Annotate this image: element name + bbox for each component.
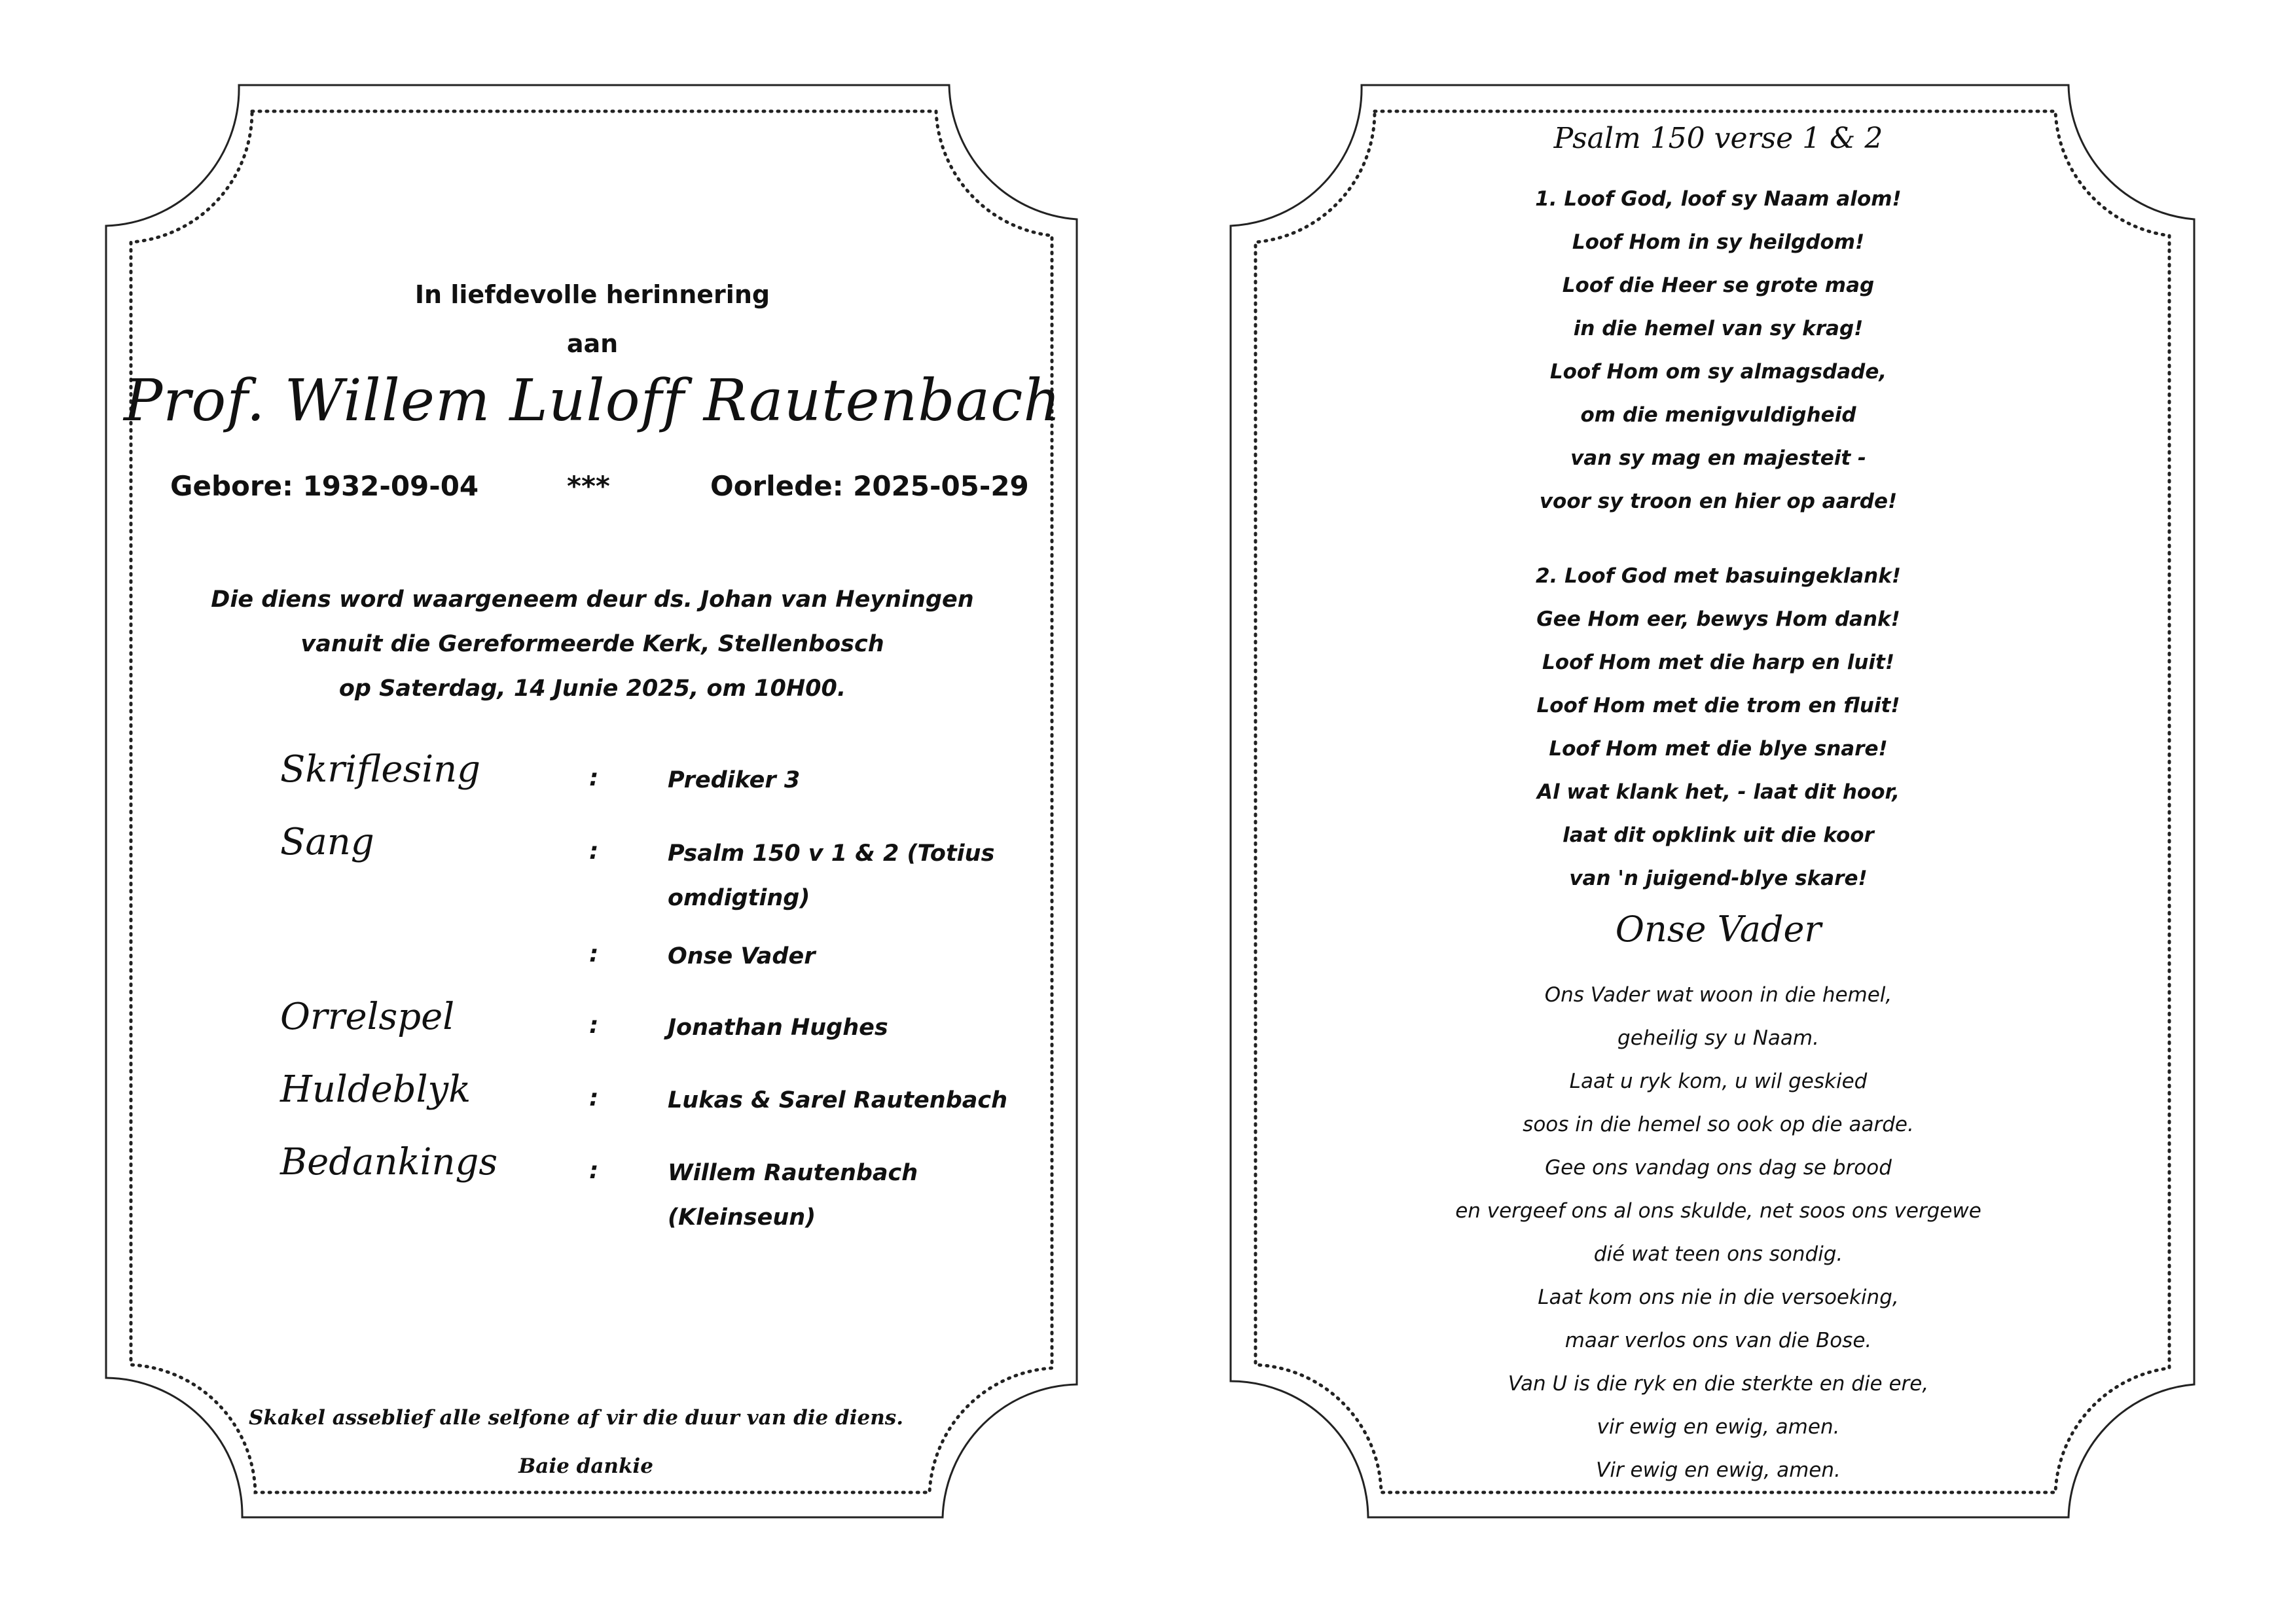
programme-colon: : <box>589 1157 599 1184</box>
intro-line-1: In liefdevolle herinnering <box>414 280 770 309</box>
verse-line: Loof Hom in sy heilgdom! <box>1572 230 1865 254</box>
verse-line: van sy mag en majesteit - <box>1570 446 1866 470</box>
verse-line: voor sy troon en hier op aarde! <box>1539 490 1898 513</box>
deceased-name: Prof. Willem Luloff Rautenbach <box>123 367 1062 434</box>
verse-line: Loof Hom met die trom en fluit! <box>1536 694 1900 717</box>
verse-line: van 'n juigend-blye skare! <box>1569 867 1868 890</box>
programme-colon: : <box>589 941 599 967</box>
programme-colon: : <box>589 1012 599 1039</box>
programme-value-thanks: Willem Rautenbach (Kleinseun) <box>668 1160 918 1231</box>
programme-value-tribute: Lukas & Sarel Rautenbach <box>668 1087 1008 1113</box>
prayer-line: maar verlos ons van die Bose. <box>1564 1329 1872 1352</box>
prayer-line: Vir ewig en ewig, amen. <box>1596 1458 1841 1482</box>
programme-colon: : <box>589 1085 599 1111</box>
programme-label-organ: Orrelspel <box>280 996 455 1038</box>
prayer-line: Laat u ryk kom, u wil geskied <box>1569 1070 1868 1093</box>
prayer-line: en vergeef ons al ons skulde, net soos ons vergewe <box>1455 1199 1981 1223</box>
verse-line: laat dit opklink uit die koor <box>1563 823 1874 847</box>
prayer-line: Van U is die ryk en die sterkte en die ere, <box>1508 1372 1929 1396</box>
psalm-title: Psalm 150 verse 1 & 2 <box>1553 122 1883 155</box>
death-date: Oorlede: 2025-05-29 <box>710 470 1029 502</box>
verse-line: 1. Loof God, loof sy Naam alom! <box>1535 187 1902 211</box>
service-line-2: vanuit die Gereformeerde Kerk, Stellenbosch <box>300 631 884 657</box>
prayer-line: geheilig sy u Naam. <box>1617 1026 1819 1050</box>
verse-line: Al wat klank het, - laat dit hoor, <box>1536 780 1900 804</box>
verse-line: in die hemel van sy krag! <box>1573 317 1864 340</box>
verse-line: 2. Loof God met basuingeklank! <box>1536 564 1901 588</box>
verse-line: Loof Hom met die blye snare! <box>1549 737 1888 761</box>
date-separator: *** <box>567 470 610 502</box>
thank-you-note: Baie dankie <box>518 1454 653 1478</box>
prayer-line: soos in die hemel so ook op die aarde. <box>1523 1113 1914 1136</box>
programme-label-thanks: Bedankings <box>280 1141 498 1183</box>
programme-colon: : <box>589 765 599 791</box>
programme-label-tribute: Huldeblyk <box>280 1068 471 1111</box>
intro-line-2: aan <box>566 329 619 358</box>
prayer-line: Ons Vader wat woon in die hemel, <box>1544 983 1892 1007</box>
service-line-1: Die diens word waargeneem deur ds. Johan van Heyningen <box>211 586 974 613</box>
programme-value-prayer: Onse Vader <box>668 943 816 969</box>
programme-label-song: Sang <box>280 821 374 863</box>
prayer-line: Gee ons vandag ons dag se brood <box>1545 1156 1892 1180</box>
prayer-line: Laat kom ons nie in die versoeking, <box>1538 1286 1899 1309</box>
prayer-title: Onse Vader <box>1615 909 1822 950</box>
verse-line: Loof die Heer se grote mag <box>1562 274 1875 297</box>
programme-label-scripture: Skriflesing <box>280 748 481 791</box>
phone-notice: Skakel asseblief alle selfone af vir die duur van die diens. <box>248 1406 904 1430</box>
programme-value-organ: Jonathan Hughes <box>668 1015 888 1041</box>
verse-line: Gee Hom eer, bewys Hom dank! <box>1536 607 1900 631</box>
programme-value-scripture: Prediker 3 <box>668 767 801 793</box>
birth-date: Gebore: 1932-09-04 <box>170 470 479 502</box>
verse-line: Loof Hom met die harp en luit! <box>1542 651 1894 674</box>
programme-value-song: Psalm 150 v 1 & 2 (Totius omdigting) <box>668 840 995 911</box>
programme-colon: : <box>589 838 599 865</box>
service-line-3: op Saterdag, 14 Junie 2025, om 10H00. <box>338 676 846 702</box>
prayer-line: vir ewig en ewig, amen. <box>1597 1415 1840 1439</box>
prayer-line: dié wat teen ons sondig. <box>1593 1242 1843 1266</box>
verse-line: om die menigvuldigheid <box>1580 403 1856 427</box>
verse-line: Loof Hom om sy almagsdade, <box>1549 360 1887 384</box>
